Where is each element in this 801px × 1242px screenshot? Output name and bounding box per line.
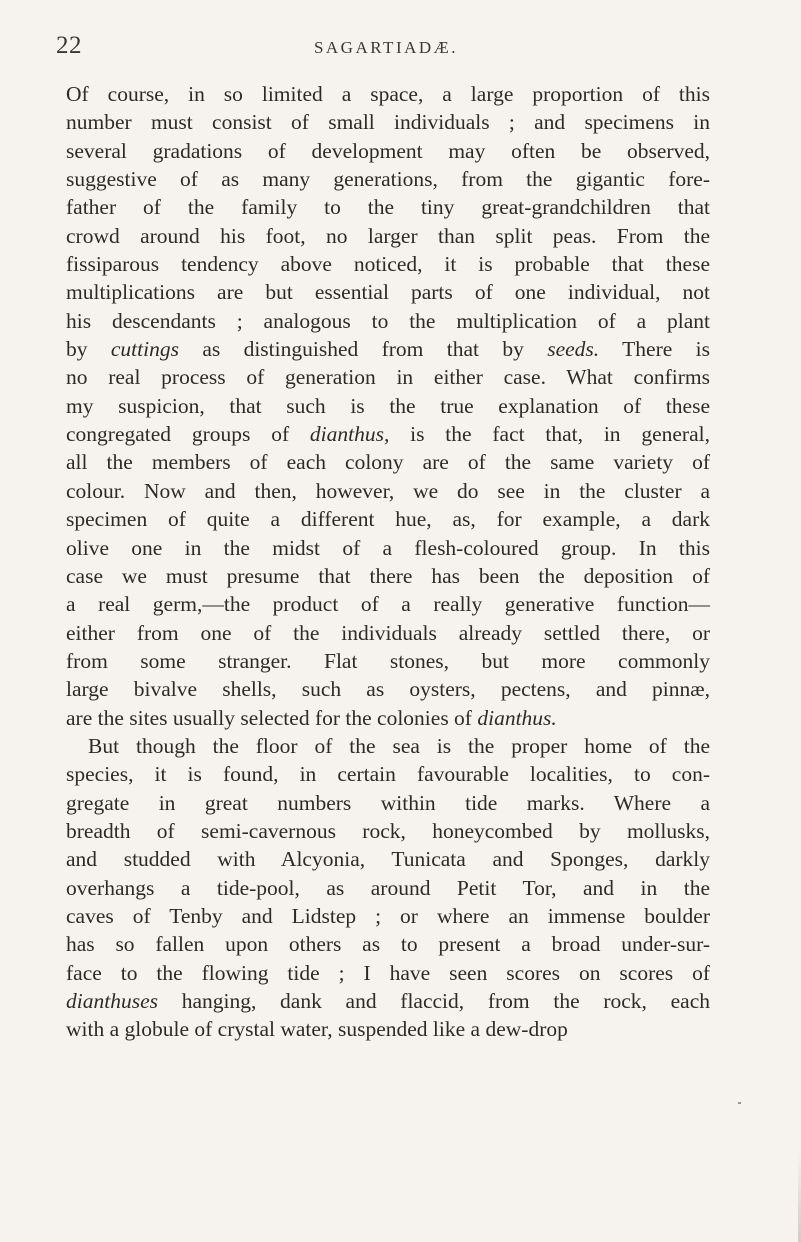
italic-text: dianthus, [309, 422, 390, 447]
text-line [66, 80, 710, 108]
text-segment: with a globule of crystal water, suspended like a dew-drop [66, 1017, 568, 1042]
text-line [66, 108, 710, 136]
text-line [66, 930, 710, 958]
text-segment: fissiparous tendency above noticed, it is probable that these [66, 252, 710, 277]
text-segment: specimen of quite a different hue, as, for example, a dark [66, 507, 710, 532]
text-segment: large bivalve shells, such as oysters, pectens, and pinnæ, [66, 677, 710, 702]
text-segment: as distinguished from that by [178, 337, 548, 362]
text-line [66, 1015, 710, 1043]
text-line [66, 987, 710, 1015]
text-line [66, 874, 710, 902]
text-segment: a real germ,—the product of a really generative function— [66, 592, 710, 617]
text-line [66, 250, 710, 278]
running-head: SAGARTIADÆ. [313, 38, 459, 57]
text-segment: congregated groups of [66, 422, 310, 447]
text-line [66, 590, 710, 618]
text-segment: crowd around his foot, no larger than split peas. From the [66, 223, 710, 248]
text-segment: from some stranger. Flat stones, but more commonly [66, 648, 710, 673]
text-line [66, 562, 710, 590]
text-line [66, 307, 710, 335]
text-segment: colour. Now and then, however, we do see in the cluster a [66, 478, 710, 503]
text-line [66, 505, 710, 533]
text-segment: multiplications are but essential parts of one individual, not [66, 280, 710, 305]
text-line [66, 363, 710, 391]
text-line [66, 789, 710, 817]
text-line [66, 619, 710, 647]
text-segment: are the sites usually selected for the colonies of [66, 705, 478, 730]
text-segment: olive one in the midst of a flesh-coloured group. In this [66, 535, 710, 560]
page-number: 22 [56, 32, 82, 59]
ink-mark [738, 1102, 741, 1104]
text-line [66, 222, 710, 250]
text-segment: his descendants ; analogous to the multiplication of a plant [66, 308, 710, 333]
text-line [66, 278, 710, 306]
italic-text: dianthus. [477, 705, 557, 730]
italic-text: seeds. [547, 337, 600, 362]
text-segment: face to the flowing tide ; I have seen scores on scores of [66, 960, 710, 985]
text-segment: and studded with Alcyonia, Tunicata and Sponges, darkly [66, 847, 710, 872]
text-line [66, 137, 710, 165]
text-line [66, 420, 710, 448]
text-line [66, 760, 710, 788]
text-segment: species, it is found, in certain favourable localities, to con- [66, 762, 710, 787]
text-segment: case we must presume that there has been the deposition of [66, 563, 710, 588]
text-line [66, 534, 710, 562]
text-line [66, 165, 710, 193]
text-segment: hanging, dank and flaccid, from the rock, each [157, 989, 710, 1013]
text-line [66, 845, 710, 873]
text-line [66, 959, 710, 987]
text-line [66, 647, 710, 675]
text-segment: my suspicion, that such is the true explanation of these [66, 393, 710, 418]
italic-text: cuttings [110, 337, 179, 362]
page-header [56, 32, 716, 62]
italic-text: dianthuses [66, 989, 158, 1013]
text-line [66, 193, 710, 221]
text-segment: no real process of generation in either case. What confirms [66, 365, 710, 390]
text-segment: father of the family to the tiny great-grandchildren that [66, 195, 710, 220]
text-line [66, 902, 710, 930]
text-segment: Of course, in so limited a space, a large proportion of this [66, 82, 710, 106]
text-line [66, 817, 710, 845]
text-segment: all the members of each colony are of the same variety of [66, 450, 710, 475]
text-segment: There is [599, 337, 710, 362]
text-segment: caves of Tenby and Lidstep ; or where an immense boulder [66, 903, 710, 928]
text-segment: by [66, 337, 111, 362]
text-line [66, 448, 710, 476]
text-line [66, 675, 710, 703]
text-segment: breadth of semi-cavernous rock, honeycombed by mollusks, [66, 818, 710, 843]
body-text [66, 80, 710, 1044]
text-segment: number must consist of small individuals ; and specimens in [66, 110, 710, 135]
text-segment: suggestive of as many generations, from the gigantic fore- [66, 167, 710, 192]
text-line [66, 477, 710, 505]
text-segment: overhangs a tide-pool, as around Petit Tor, and in the [66, 875, 710, 900]
text-segment: But though the floor of the sea is the proper home of the [88, 733, 710, 758]
text-segment: either from one of the individuals already settled there, or [66, 620, 710, 645]
text-segment: has so fallen upon others as to present a broad under-sur- [66, 932, 710, 957]
text-line [66, 392, 710, 420]
text-segment: gregate in great numbers within tide marks. Where a [66, 790, 710, 815]
text-segment: is the fact that, in general, [389, 422, 710, 447]
text-line [66, 732, 710, 760]
text-line [66, 335, 710, 363]
text-segment: several gradations of development may often be observed, [66, 138, 710, 163]
text-line [66, 704, 710, 732]
